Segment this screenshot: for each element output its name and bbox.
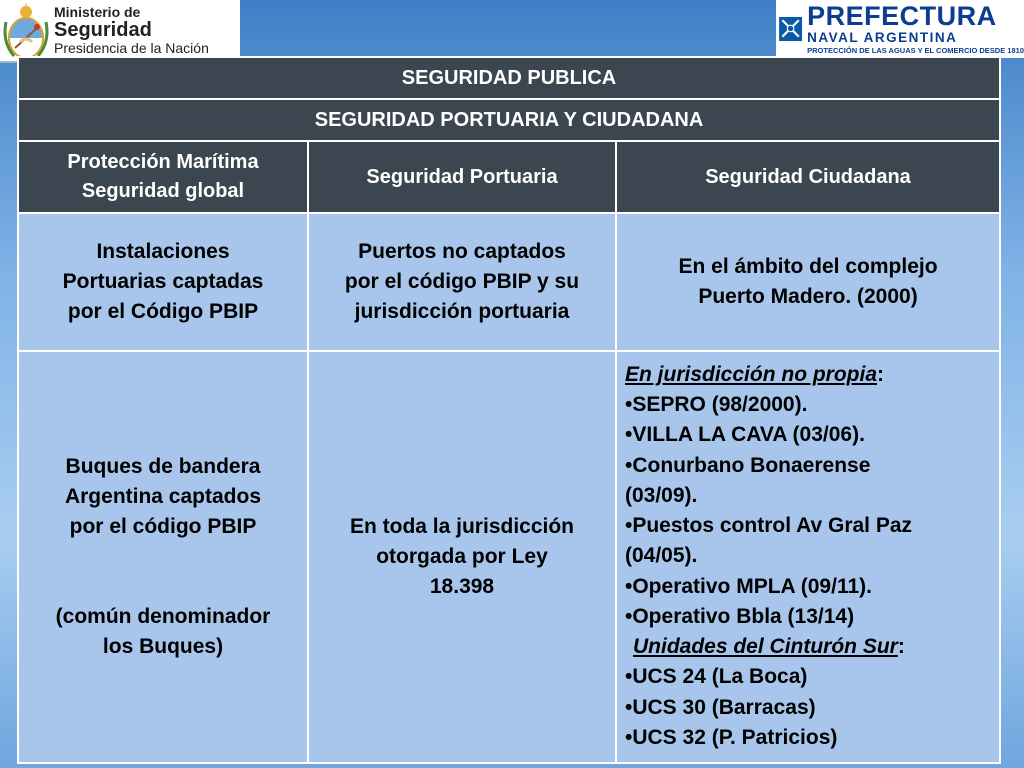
list-heading: En jurisdicción no propia: bbox=[625, 363, 885, 386]
security-table bbox=[17, 56, 999, 764]
list-item: •SEPRO (98/2000). bbox=[625, 393, 808, 417]
list-item: •Operativo Bbla (13/14) bbox=[625, 604, 855, 628]
cell-line: por el Código PBIP bbox=[67, 299, 259, 323]
list-item: •VILLA LA CAVA (03/06). bbox=[625, 423, 865, 447]
cell-line: En el ámbito del complejo bbox=[678, 255, 938, 279]
cell-line: (común denominador bbox=[55, 604, 271, 628]
prefectura-line-1: PREFECTURA bbox=[807, 0, 997, 31]
cell-jurisdiccion-list bbox=[616, 351, 1000, 763]
column-header-proteccion-maritima bbox=[18, 141, 308, 213]
cell-buques-de-bandera bbox=[18, 351, 308, 763]
cell-puerto-madero bbox=[616, 213, 1000, 351]
ministerio-seguridad-logo bbox=[0, 0, 240, 63]
list-item: •UCS 32 (P. Patricios) bbox=[625, 725, 838, 749]
list-item: •Puestos control Av Gral Paz bbox=[625, 514, 913, 538]
cell-line: Instalaciones bbox=[96, 240, 230, 264]
header-line: Protección Marítima bbox=[67, 151, 259, 173]
column-header-seguridad-portuaria bbox=[308, 141, 616, 213]
cell-line: Argentina captados bbox=[64, 485, 262, 509]
table-subtitle: SEGURIDAD PORTUARIA Y CIUDADANA bbox=[18, 99, 1000, 141]
prefectura-naval-logo bbox=[776, 0, 1024, 58]
list-item: (04/05). bbox=[625, 544, 698, 568]
ministry-line-1: Ministerio de bbox=[54, 3, 141, 20]
cell-line: otorgada por Ley bbox=[376, 545, 548, 569]
column-header-seguridad-ciudadana bbox=[616, 141, 1000, 213]
header-line: Seguridad Portuaria bbox=[366, 165, 558, 188]
list-heading: Unidades del Cinturón Sur: bbox=[633, 635, 905, 659]
list-item: •Conurbano Bonaerense bbox=[625, 453, 871, 477]
prefectura-emblem-icon bbox=[778, 3, 803, 55]
prefectura-line-3: PROTECCIÓN DE LAS AGUAS Y EL COMERCIO DESDE 1810 bbox=[807, 46, 1024, 56]
list-item: (03/09). bbox=[625, 483, 698, 507]
header-line: Seguridad Ciudadana bbox=[705, 165, 911, 188]
list-item: •Operativo MPLA (09/11). bbox=[625, 574, 872, 598]
cell-line: Puertos no captados bbox=[358, 240, 566, 264]
prefectura-line-2: NAVAL ARGENTINA bbox=[807, 29, 958, 45]
cell-line: jurisdicción portuaria bbox=[354, 299, 570, 323]
cell-instalaciones-portuarias bbox=[18, 213, 308, 351]
cell-line: por el código PBIP y su bbox=[344, 270, 580, 294]
cell-line: Puerto Madero. (2000) bbox=[698, 285, 918, 308]
heading-text: Unidades del Cinturón Sur bbox=[633, 635, 898, 659]
cell-puertos-no-captados bbox=[308, 213, 616, 351]
cell-line: por el código PBIP bbox=[69, 515, 257, 539]
list-item: •UCS 30 (Barracas) bbox=[625, 695, 816, 719]
heading-text: En jurisdicción no propia bbox=[625, 363, 878, 386]
cell-line: los Buques) bbox=[102, 634, 224, 658]
cell-line: Portuarias captadas bbox=[62, 270, 264, 294]
cell-line: 18.398 bbox=[429, 574, 495, 598]
argentina-coat-of-arms-icon bbox=[2, 2, 50, 60]
cell-line: En toda la jurisdicción bbox=[349, 515, 575, 539]
ministry-line-2: Seguridad bbox=[54, 18, 152, 41]
table-title: SEGURIDAD PUBLICA bbox=[18, 57, 1000, 99]
header-line: Seguridad global bbox=[81, 180, 245, 202]
ministry-line-3: Presidencia de la Nación bbox=[54, 40, 209, 57]
cell-line: Buques de bandera bbox=[65, 455, 261, 479]
list-item: •UCS 24 (La Boca) bbox=[625, 665, 808, 689]
cell-toda-la-jurisdiccion bbox=[308, 351, 616, 763]
